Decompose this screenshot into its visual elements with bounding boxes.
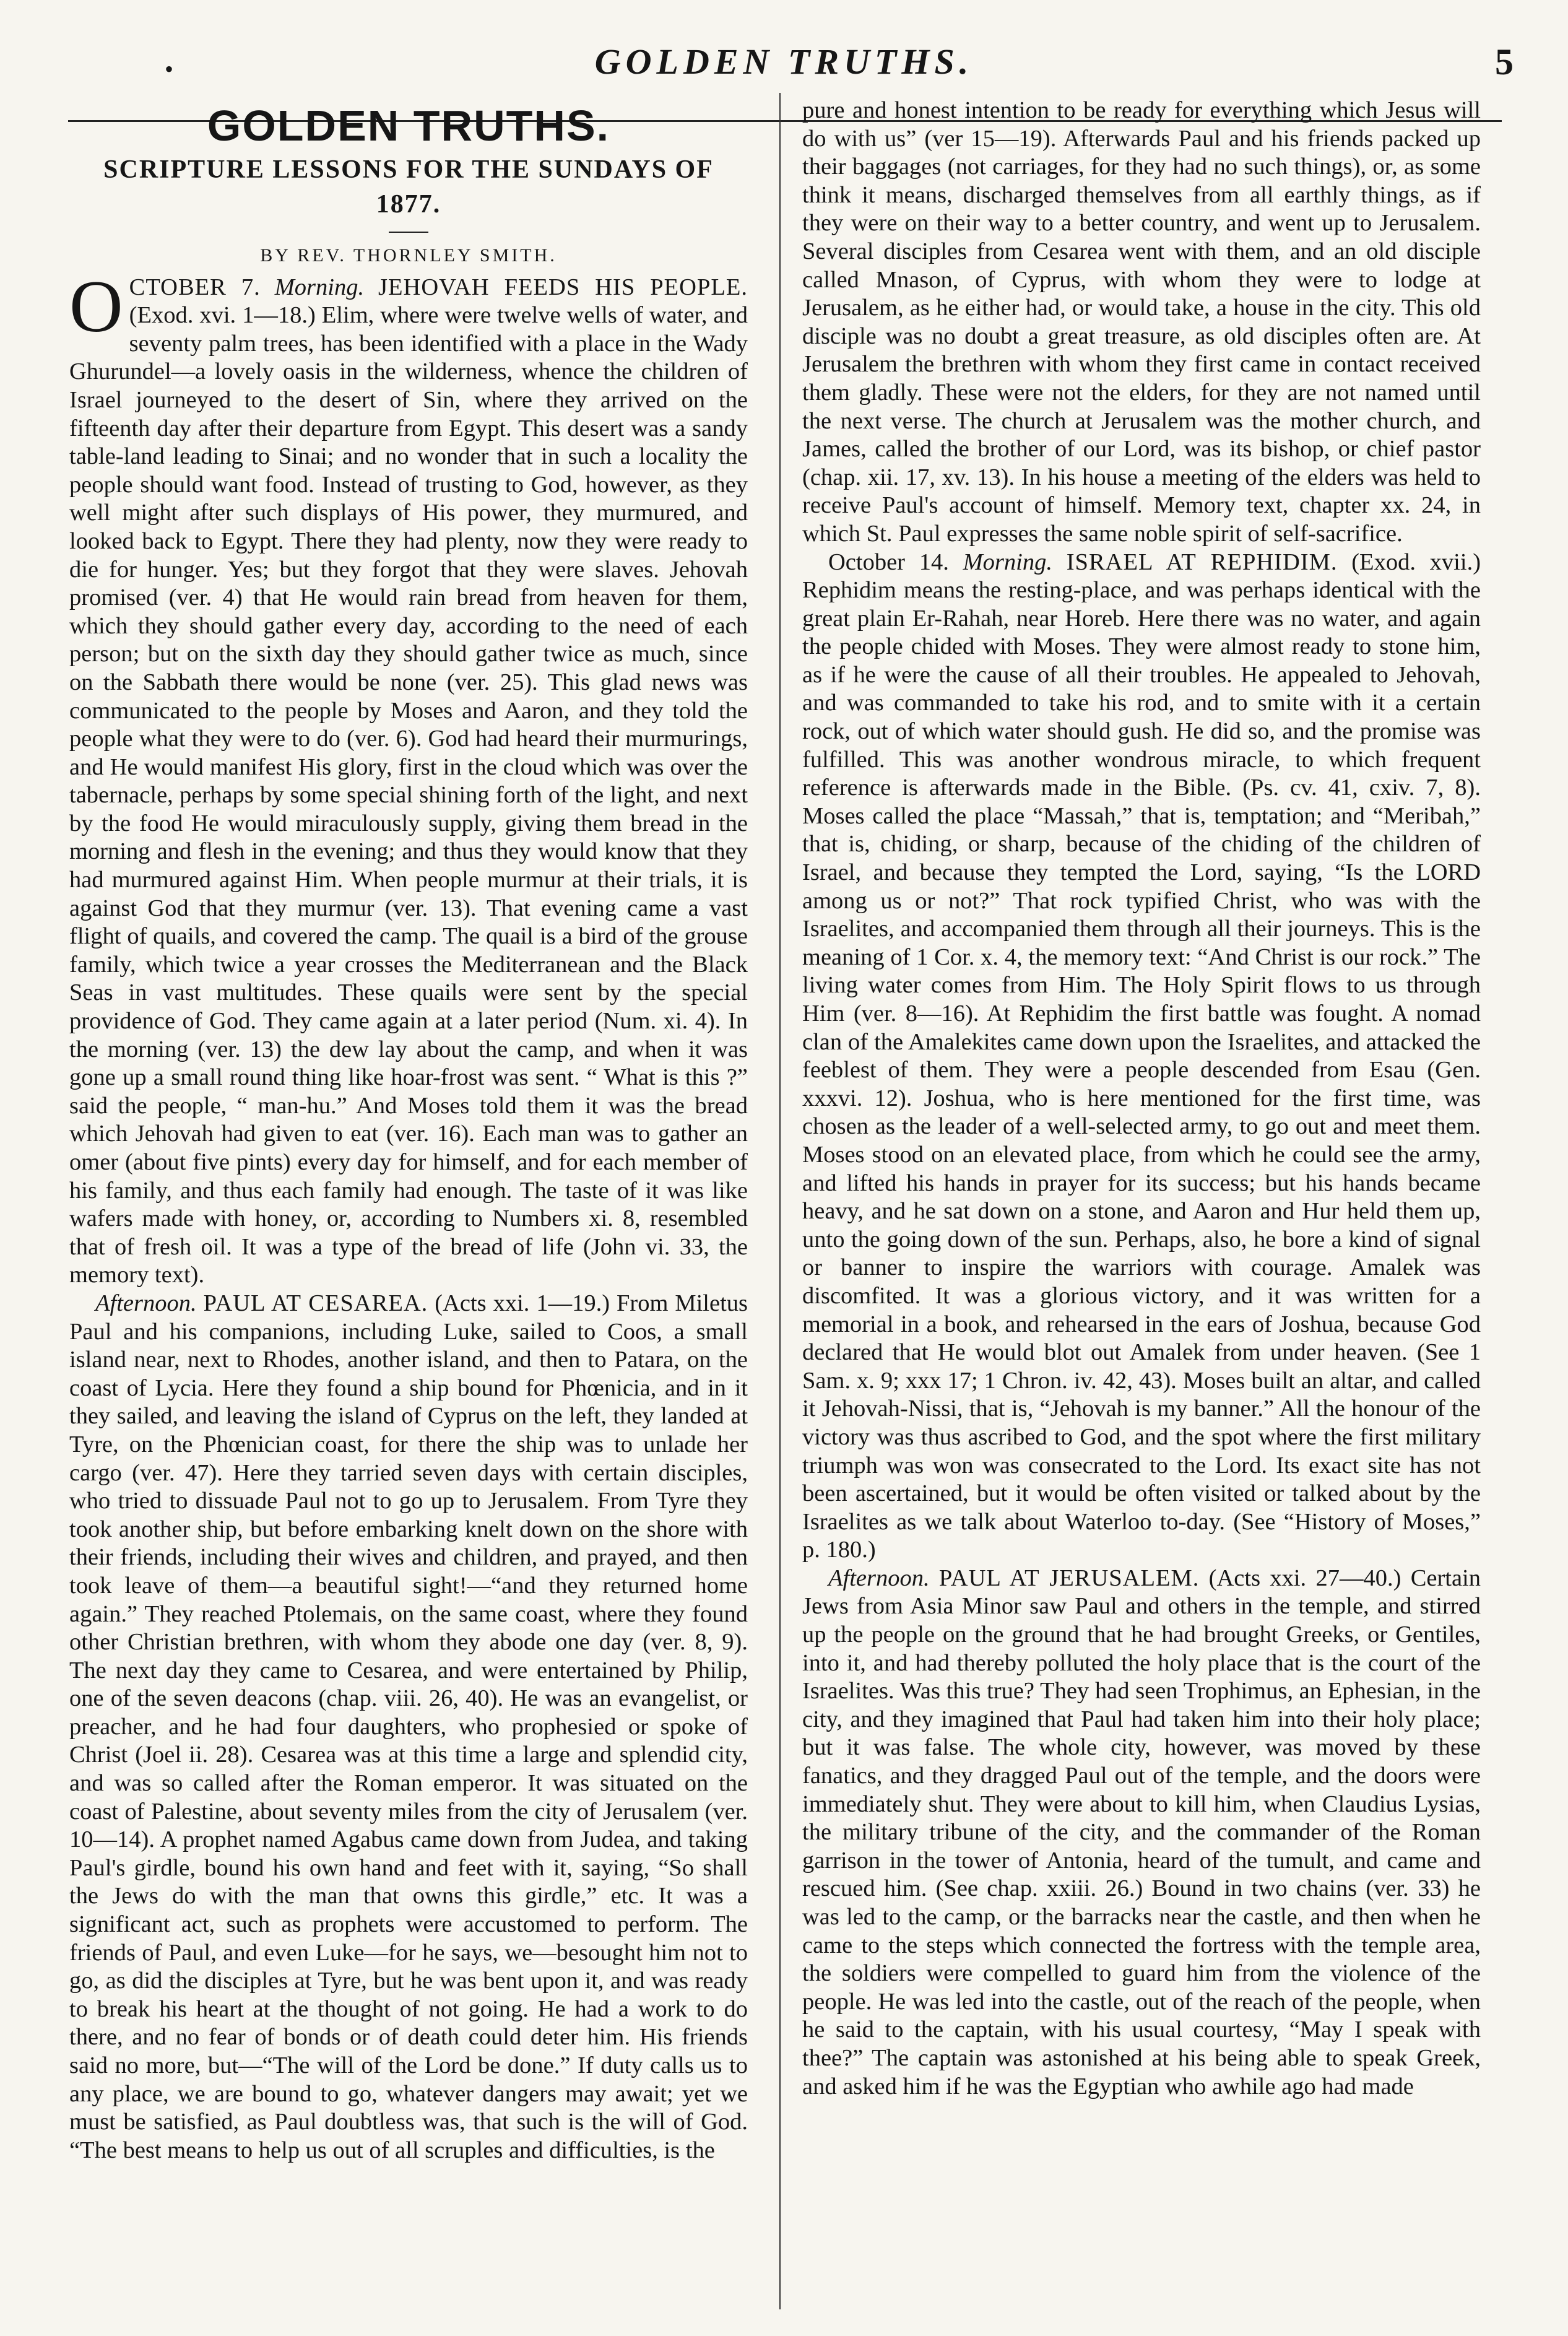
lesson-heading: PAUL AT JERUSALEM.: [938, 1565, 1200, 1591]
lesson-text: (Exod. xvii.) Rephidim means the resting-place, and was perhaps identical with the great plain Er-Rahah, near Horeb. Here there was no water, and again the people chided with Moses. They were almost ready to stone him, as if he were the cause of all their troubles. He appealed to Jehovah, and was commanded to take his rod, and to smite with it a certain rock, out of which water should gush. He did so, and the promise was fulfilled. This was another wondrous miracle, to which frequent reference is afterwards made in the Bible. (Ps. cv. 41, cxiv. 7, 8). Moses called the place “Massah,” that is, temptation; and “Meribah,” that is, chiding, or sharp, because of the chiding of the children of Israel, and because they tempted the Lord, saying, “Is the LORD among us or not?” That rock typified Christ, who was with the Israelites, and accompanied them through all their journeys. This is the meaning of 1 Cor. x. 4, the memory text: “And Christ is our rock.” The living water comes from Him. The Holy Spirit flows to us through Him (ver. 8—16). At Rephidim the first battle was fought. A nomad clan of the Amalekites came down upon the Israelites, and attacked the feeblest of them. They were a people descended from Esau (Gen. xxxvi. 12). Joshua, who is here mentioned for the first time, was chosen as the leader of a well-selected army, to go out and meet them. Moses stood on an elevated place, from which he could see the army, and lifted his hands in prayer for its success; but his hands became heavy, and he sat down on a stone, and Aaron and Hur held them up, unto the going down of the sun. Perhaps, also, he bore a kind of signal or banner to inspire the warriors with courage. Amalek was discomfited. It was a glorious victory, and it was written for a memorial in a book, and rehearsed in the ears of Joshua, because God declared that He would blot out Amalek from under heaven. (See 1 Sam. x. 9; xxx 17; 1 Chron. iv. 42, 43). Moses built an altar, and called it Jehovah-Nissi, that is, “Jehovah is my banner.” All the honour of the victory was thus ascribed to God, and the spot where the first military triumph was won was consecrated to the Lord. Its exact site has not been ascertained, but it would be often visited or talked about by the Israelites as we talk about Waterloo to-day. (See “History of Moses,” p. 180.): [802, 549, 1481, 1563]
lesson-session: Morning.: [274, 274, 365, 300]
lesson-text: (Exod. xvi. 1—18.) Elim, where were twelve wells of water, and seventy palm trees, has been identified with a place in the Wady Ghurundel—a lovely oasis in the wilderness, whence the children of Israel journeyed to the desert of Sin, where they arrived on the fifteenth day after their departure from Egypt. This desert was a sandy table-land leading to Sinai; and no wonder that in such a locality the people should want food. Instead of trusting to God, however, as they well might after such displays of His power, they murmured, and looked back to Egypt. There they had plenty, now they were ready to die for hunger. Yes; but they forgot that they were slaves. Jehovah promised (ver. 4) that He would rain bread from heaven for them, which they should gather every day, according to the need of each person; but on the sixth day they should gather twice as much, since on the Sabbath there would be none (ver. 25). This glad news was communicated to the people by Moses and Aaron, and they told the people what they were to do (ver. 6). God had heard their murmurings, and He would manifest His glory, first in the cloud which was over the tabernacle, perhaps by some special shining forth of the light, and next by the food He would miraculously supply, giving them bread in the morning and flesh in the evening; and thus they would know that they had murmured against Him. When people murmur at their trials, it is against God that they murmur (ver. 13). That evening came a vast flight of quails, and covered the camp. The quail is a bird of the grouse family, which twice a year crosses the Mediterranean and the Black Seas in vast multitudes. These quails were sent by the special providence of God. They came again at a later period (Num. xi. 4). In the morning (ver. 13) the dew lay about the camp, and when it was gone up a small round thing like hoar-frost was sent. “ What is this ?” said the people, “ man-hu.” And Moses told them it was the bread which Jehovah had given to eat (ver. 16). Each man was to gather an omer (about five pints) every day for himself, and for each member of his family, and thus each family had enough. The taste of it was like wafers made with honey, or, according to Numbers xi. 8, resembled that of fresh oil. It was a type of the bread of life (John vi. 33, the memory text).: [69, 302, 748, 1288]
byline: BY REV. THORNLEY SMITH.: [260, 245, 557, 266]
title-rule: [389, 232, 428, 233]
lesson-heading: PAUL AT CESAREA.: [203, 1290, 428, 1316]
article-subtitle: SCRIPTURE LESSONS FOR THE SUNDAYS OF 1877.: [103, 155, 714, 219]
lesson-session: Afternoon.: [95, 1290, 197, 1316]
lesson-text: (Acts xxi. 1—19.) From Miletus Paul and his companions, including Luke, sailed to Coos, a small island near, next to Rhodes, another island, and then to Patara, on the coast of Lycia. Here they found a ship bound for Phœnicia, and in it they sailed, and leaving the island of Cyprus on the left, they landed at Tyre, on the Phœnician coast, for there the ship was to unlade her cargo (ver. 47). Here they tarried seven days with certain disciples, who tried to dissuade Paul not to go up to Jerusalem. From Tyre they took another ship, but before embarking knelt down on the shore with their friends, including their wives and children, and prayed, and then took leave of them—a beautiful sight!—“and they returned home again.” They reached Ptolemais, on the same coast, where they found other Christian brethren, with whom they abode one day (ver. 8, 9). The next day they came to Cesarea, and were entertained by Philip, one of the seven deacons (chap. viii. 26, 40). He was an evangelist, or preacher, and he had four daughters, who prophesied or spoke of Christ (Joel ii. 28). Cesarea was at this time a large and splendid city, and was so called after the Roman emperor. It was situated on the coast of Palestine, about seventy miles from the city of Jerusalem (ver. 10—14). A prophet named Agabus came down from Judea, and taking Paul's girdle, bound his own hand and feet with it, saying, “So shall the Jews do with the man that owns this girdle,” etc. It was a significant act, such as prophets were accustomed to perform. The friends of Paul, and even Luke—for he says, we—besought him not to go, as did the disciples at Tyre, but he was bent upon it, and was ready to break his heart at the thought of not going. He had a work to do there, and no fear of bonds or of death could deter him. His friends said no more, but—“The will of the Lord be done.” If duty calls us to any place, we are bound to go, whatever dangers may await; yet we must be satisfied, as Paul doubtless was, that such is the will of God. “The best means to help us out of all scruples and difficulties, is the: [69, 1290, 748, 2163]
page-header: [0, 36, 1568, 92]
article-title: GOLDEN TRUTHS.: [207, 102, 610, 150]
lesson-session: Afternoon.: [828, 1565, 930, 1591]
column-divider: [779, 93, 781, 2309]
lesson-oct7-afternoon-continued: [802, 97, 1481, 549]
page-number: 5: [1495, 41, 1514, 82]
drop-cap: O: [69, 264, 123, 347]
lesson-date: CTOBER 7.: [129, 274, 261, 300]
right-column: [802, 97, 1481, 2307]
print-mark: •: [165, 55, 174, 83]
lesson-oct14-afternoon: [802, 1565, 1481, 2101]
lesson-oct7-afternoon: [69, 1290, 748, 2164]
lesson-date: October 14.: [828, 549, 949, 575]
running-title: GOLDEN TRUTHS.: [594, 41, 974, 82]
lesson-heading: JEHOVAH FEEDS HIS PEOPLE.: [378, 274, 748, 300]
left-column: [69, 97, 748, 2307]
lesson-text: pure and honest intention to be ready for everything which Jesus will do with us” (ver 15—19). Afterwards Paul and his friends packed up their baggages (not carriages, for they had no such things), or, as some think it means, discharged themselves from all earthly things, as if they were on their way to a better country, and went up to Jerusalem. Several disciples from Cesarea went with them, and an old disciple called Mnason, of Cyprus, with whom they were to lodge at Jerusalem, as he either had, or would take, a house in the city. This old disciple was no doubt a great treasure, as old disciples often are. At Jerusalem the brethren with whom they first came in contact received them gladly. These were not the elders, for they are not named until the next verse. The church at Jerusalem was the mother church, and James, called the brother of our Lord, was its bishop, or chief pastor (chap. xii. 17, xv. 13). In his house a meeting of the elders was held to receive Paul's account of himself. Memory text, chapter xx. 24, in which St. Paul expresses the same noble spirit of self-sacrifice.: [802, 97, 1481, 547]
lesson-session: Morning.: [963, 549, 1052, 575]
lesson-oct14-morning: [802, 549, 1481, 1565]
lesson-heading: ISRAEL AT REPHIDIM.: [1066, 549, 1338, 575]
lesson-text: (Acts xxi. 27—40.) Certain Jews from Asia Minor saw Paul and others in the temple, and stirred up the people on the ground that he had brought Greeks, or Gentiles, into it, and had thereby polluted the holy place that is the court of the Israelites. Was this true? They had seen Trophimus, an Ephesian, in the city, and they imagined that Paul had taken him into their holy place; but it was false. The whole city, however, was moved by these fanatics, and they dragged Paul out of the temple, and the doors were immediately shut. They were about to kill him, when Claudius Lysias, the military tribune of the city, and the commander of the Roman garrison in the tower of Antonia, heard of the tumult, and came and rescued him. (See chap. xxiii. 26.) Bound in two chains (ver. 33) he was led to the camp, or the barracks near the castle, and then when he came to the steps which connected the fortress with the temple area, the soldiers were compelled to guard him from the violence of the people. He was led into the castle, out of the reach of the people, when he said to the captain, with his usual courtesy, “May I speak with thee?” The captain was astonished at his being able to speak Greek, and asked him if he was the Egyptian who awhile ago had made: [802, 1565, 1481, 2099]
lesson-oct7-morning: [69, 264, 748, 1290]
